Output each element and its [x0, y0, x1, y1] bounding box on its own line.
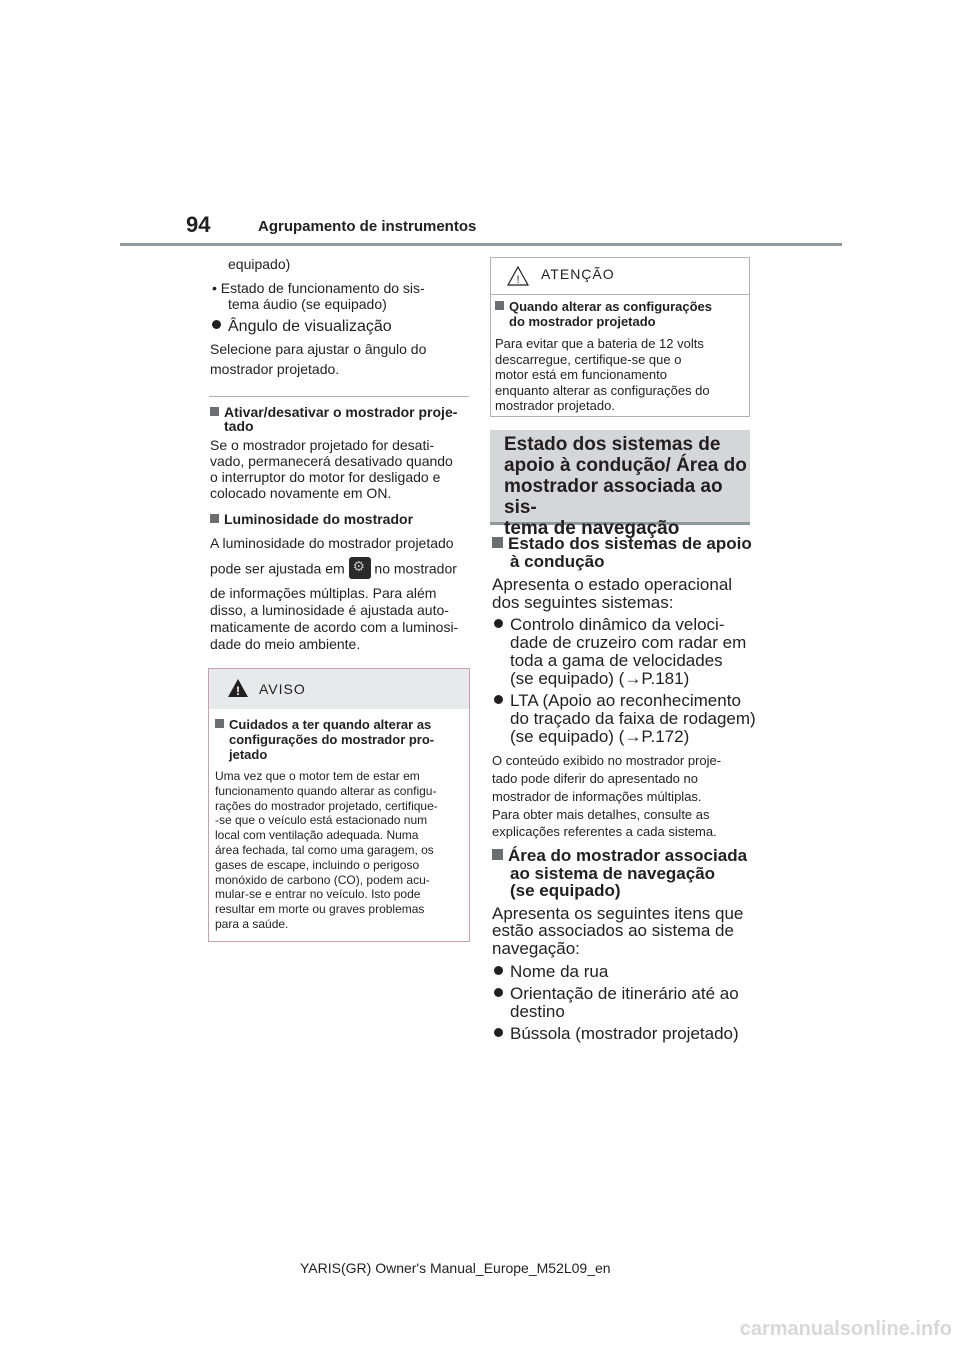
angle-heading [212, 318, 392, 336]
drive-heading-2: à condução [510, 552, 605, 571]
warning-label: AVISO [259, 681, 306, 697]
lum-text-5: maticamente de acordo com a luminosi- [210, 619, 459, 635]
warning-title-1: Cuidados a ter quando alterar as [229, 717, 432, 732]
section-heading [490, 430, 750, 539]
warning-box [208, 668, 470, 942]
nav-heading-1 [492, 847, 747, 865]
caution-line: Para evitar que a bateria de 12 volts [495, 336, 704, 351]
note-5: explicações referentes a cada sistema. [492, 824, 717, 839]
section-heading-line: tema de navegação [504, 518, 680, 539]
section-heading-line: Estado dos sistemas de [504, 434, 721, 455]
lum-text-4: disso, a luminosidade é ajustada auto- [210, 602, 449, 618]
acc-line-4: (se equipado) (→P.181) [510, 669, 690, 688]
warning-line: local com ventilação adequada. Numa [215, 828, 419, 843]
caution-label: ATENÇÃO [541, 266, 615, 282]
lta-line-2: do traçado da faixa de rodagem) [510, 709, 756, 728]
caution-title-2: do mostrador projetado [509, 314, 656, 329]
lta-line-1: LTA (Apoio ao reconhecimento [510, 691, 741, 710]
caution-line: mostrador projetado. [495, 398, 615, 413]
lta-bullet [494, 692, 741, 710]
warning-line: Uma vez que o motor tem de estar em [215, 769, 420, 783]
bullet-icon [212, 320, 221, 329]
nav-heading-3: (se equipado) [510, 881, 621, 900]
warning-line: resultar em morte ou graves problemas [215, 902, 425, 917]
acc-line-1: Controlo dinâmico da veloci- [510, 615, 725, 634]
note-4: Para obter mais detalhes, consulte as [492, 807, 710, 822]
route-line-2: destino [510, 1002, 565, 1021]
bullet-icon [494, 966, 503, 975]
caution-line: enquanto alterar as configurações do [495, 382, 710, 398]
warning-title [215, 717, 434, 762]
note-1: O conteúdo exibido no mostrador proje- [492, 753, 722, 768]
warning-box-header [209, 669, 469, 709]
route-line-1: Orientação de itinerário até ao [510, 984, 739, 1003]
warning-line: rações do mostrador projetado, certifique- [215, 798, 438, 813]
warning-body [215, 769, 438, 932]
svg-text:!: ! [516, 274, 520, 286]
caution-line: motor está em funcionamento [495, 367, 667, 382]
chapter-title: Agrupamento de instrumentos [258, 218, 477, 235]
bullet-icon [494, 695, 503, 704]
caution-line: descarregue, certifique-se que o [495, 351, 682, 367]
warning-line: mular-se e entrar no veículo. Isto pode [215, 887, 421, 902]
lum-text-2a: pode ser ajustada em [210, 560, 345, 577]
section-heading-line: mostrador associada ao sis- [504, 476, 723, 518]
square-bullet-icon [215, 719, 224, 728]
header-divider [120, 243, 842, 246]
warning-line: -se que o veículo está estacionado num [215, 813, 428, 828]
street-text: Nome da rua [510, 962, 609, 981]
warning-line: área fechada, tal como uma garagem, os [215, 842, 434, 857]
warning-title-2: configurações do mostrador pro- [229, 732, 435, 747]
warning-line: gases de escape, incluindo o perigoso [215, 857, 420, 872]
note-3: mostrador de informações múltiplas. [492, 789, 702, 804]
onoff-text-2: vado, permanecerá desativado quando [210, 453, 453, 469]
caution-body [495, 336, 710, 414]
drive-text-1: Apresenta o estado operacional [492, 575, 733, 594]
lum-text-1: A luminosidade do mostrador projetado [210, 535, 454, 551]
drive-heading-1 [492, 535, 752, 553]
caution-title [495, 299, 712, 329]
continued-line: equipado) [228, 256, 291, 272]
compass-bullet [494, 1025, 739, 1043]
audio-bullet-line-2: tema áudio (se equipado) [228, 296, 387, 312]
section-heading-line: apoio à condução/ Área do [504, 455, 747, 476]
square-bullet-icon [495, 301, 504, 310]
drive-text-2: dos seguintes sistemas: [492, 593, 674, 612]
audio-bullet-line-1: • Estado de funcionamento do sis- [212, 280, 425, 296]
angle-text-1: Selecione para ajustar o ângulo do [210, 341, 427, 357]
note-2: tado pode diferir do apresentado no [492, 771, 698, 786]
nav-text-2: estão associados ao sistema de [492, 921, 734, 940]
lum-heading-text: Luminosidade do mostrador [224, 511, 414, 527]
lta-line-3: (se equipado) (→P.172) [510, 727, 690, 746]
nav-text-3: navegação: [492, 939, 580, 958]
lum-text-3: de informações múltiplas. Para além [210, 585, 437, 601]
lum-text-2 [210, 559, 457, 581]
onoff-heading-2: tado [224, 418, 254, 434]
nav-text-1: Apresenta os seguintes itens que [492, 904, 744, 923]
footer-text: YARIS(GR) Owner's Manual_Europe_M52L09_en [300, 1260, 611, 1276]
acc-line-2: dade de cruzeiro com radar em [510, 633, 747, 652]
caution-title-1: Quando alterar as configurações [509, 299, 713, 314]
onoff-text-4: colocado novamente em ON. [210, 485, 392, 501]
settings-icon [349, 557, 371, 579]
page-number: 94 [186, 212, 211, 237]
warning-line: monóxido de carbono (CO), podem acu- [215, 872, 430, 887]
caution-box-header [491, 258, 749, 295]
compass-text: Bússola (mostrador projetado) [510, 1024, 739, 1043]
caution-triangle-icon [507, 266, 529, 286]
angle-heading-text: Ângulo de visualização [228, 318, 392, 335]
warning-line: para a saúde. [215, 916, 289, 931]
acc-line-3: toda a gama de velocidades [510, 651, 723, 670]
angle-text-2: mostrador projetado. [210, 361, 340, 377]
warning-line: funcionamento quando alterar as configu- [215, 783, 437, 798]
warning-triangle-icon [227, 678, 249, 698]
bullet-icon [494, 1028, 503, 1037]
route-bullet [494, 985, 739, 1003]
svg-text:!: ! [236, 684, 240, 698]
square-bullet-icon [492, 537, 503, 548]
square-bullet-icon [210, 514, 219, 523]
bullet-icon [494, 988, 503, 997]
lum-heading [210, 511, 413, 528]
acc-bullet [494, 616, 725, 634]
nav-heading-text: Área do mostrador associada [508, 846, 748, 865]
square-bullet-icon [492, 849, 503, 860]
watermark: carmanualsonline.info [739, 1318, 952, 1340]
warning-title-3: jetado [229, 747, 268, 762]
street-bullet [494, 963, 608, 981]
square-bullet-icon [210, 407, 219, 416]
lum-text-6: dade do meio ambiente. [210, 636, 361, 652]
onoff-heading-text: Ativar/desativar o mostrador proje- [224, 404, 458, 420]
onoff-text-3: o interruptor do motor for desligado e [210, 469, 441, 485]
onoff-text-1: Se o mostrador projetado for desati- [210, 437, 435, 453]
lum-text-2b: no mostrador [374, 560, 457, 577]
drive-heading-text: Estado dos sistemas de apoio [508, 534, 752, 553]
bullet-icon [494, 619, 503, 628]
left-divider [209, 396, 469, 397]
nav-heading-2: ao sistema de navegação [510, 864, 716, 883]
caution-box [490, 257, 750, 417]
